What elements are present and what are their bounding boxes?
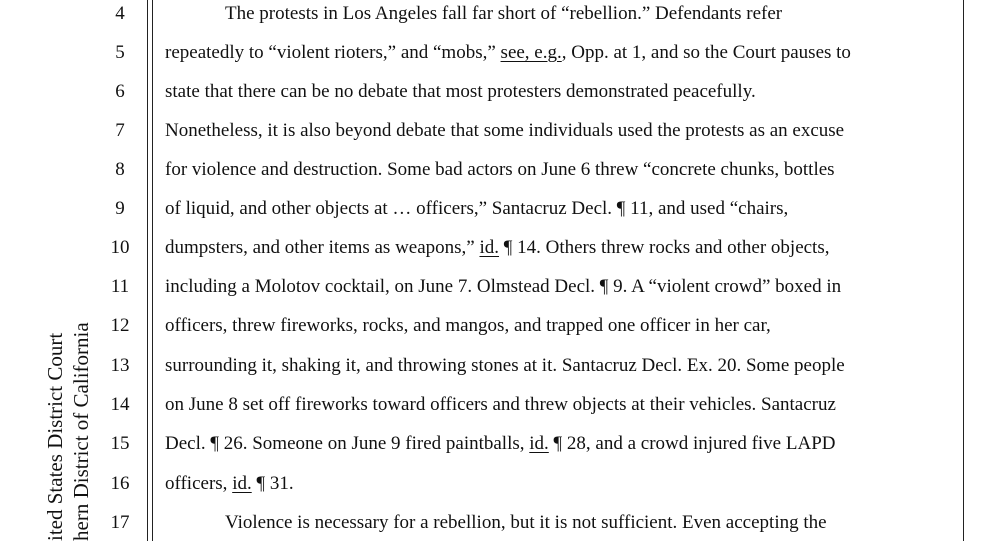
- text-run: of liquid, and other objects at … officers,” Santacruz Decl. ¶ 11, and used “chairs,: [165, 198, 789, 219]
- sidebar-district-name: hern District of California: [69, 322, 93, 541]
- line-number: 11: [110, 276, 130, 297]
- text-line: [165, 238, 829, 258]
- text-run: repeatedly to “violent rioters,” and “mobs,”: [165, 42, 501, 63]
- text-line: [165, 277, 841, 297]
- text-run: Nonetheless, it is also beyond debate that some individuals used the protests as an excuse: [165, 120, 845, 141]
- margin-rule-left-double: [152, 0, 153, 541]
- text-line: [165, 474, 294, 494]
- text-line: [165, 356, 845, 376]
- text-run: surrounding it, shaking it, and throwing stones at it. Santacruz Decl. Ex. 20. Some people: [165, 355, 845, 376]
- text-line: [165, 395, 836, 415]
- line-number: 8: [115, 159, 125, 180]
- text-run: , Opp. at 1, and so the Court pauses to: [561, 42, 851, 63]
- line-number: 13: [110, 355, 130, 376]
- sidebar-court-name: ited States District Court: [43, 332, 67, 541]
- margin-rule-right: [963, 0, 964, 541]
- text-run: officers,: [165, 473, 233, 494]
- text-line: [165, 160, 835, 180]
- text-run: The protests in Los Angeles fall far short of “rebellion.” Defendants refer: [225, 3, 783, 24]
- line-number: 9: [115, 198, 125, 219]
- text-run: ¶ 28, and a crowd injured five LAPD: [548, 433, 836, 454]
- text-line: [165, 434, 835, 454]
- citation-signal: id.: [479, 237, 500, 258]
- line-number: 17: [110, 512, 130, 533]
- citation-signal: see, e.g.: [500, 42, 562, 63]
- margin-rule-left: [147, 0, 148, 541]
- line-number: 15: [110, 433, 130, 454]
- line-number: 16: [110, 473, 130, 494]
- text-line: [165, 316, 771, 336]
- text-run: dumpsters, and other items as weapons,”: [165, 237, 480, 258]
- text-run: Violence is necessary for a rebellion, but it is not sufficient. Even accepting the: [225, 512, 827, 533]
- line-number: 5: [115, 42, 125, 63]
- citation-signal: id.: [232, 473, 252, 494]
- line-number: 12: [110, 315, 130, 336]
- text-run: on June 8 set off fireworks toward officers and threw objects at their vehicles. Santacruz: [165, 394, 836, 415]
- text-line: [225, 513, 827, 533]
- text-run: Decl. ¶ 26. Someone on June 9 fired paintballs,: [165, 433, 530, 454]
- text-line: [165, 82, 756, 102]
- text-line: [165, 199, 788, 219]
- text-run: ¶ 14. Others threw rocks and other objects,: [499, 237, 830, 258]
- text-run: including a Molotov cocktail, on June 7. Olmstead Decl. ¶ 9. A “violent crowd” boxed in: [165, 276, 842, 297]
- line-number: 6: [115, 81, 125, 102]
- text-line: [225, 4, 782, 24]
- text-run: state that there can be no debate that most protesters demonstrated peacefully.: [165, 81, 756, 102]
- text-line: [165, 121, 844, 141]
- text-run: ¶ 31.: [251, 473, 294, 494]
- citation-signal: id.: [529, 433, 549, 454]
- text-line: [165, 43, 851, 63]
- line-number: 4: [115, 3, 125, 24]
- line-number: 14: [110, 394, 130, 415]
- line-number: 7: [115, 120, 125, 141]
- text-run: officers, threw fireworks, rocks, and mangos, and trapped one officer in her car,: [165, 315, 771, 336]
- line-number: 10: [110, 237, 130, 258]
- text-run: for violence and destruction. Some bad actors on June 6 threw “concrete chunks, bottles: [165, 159, 835, 180]
